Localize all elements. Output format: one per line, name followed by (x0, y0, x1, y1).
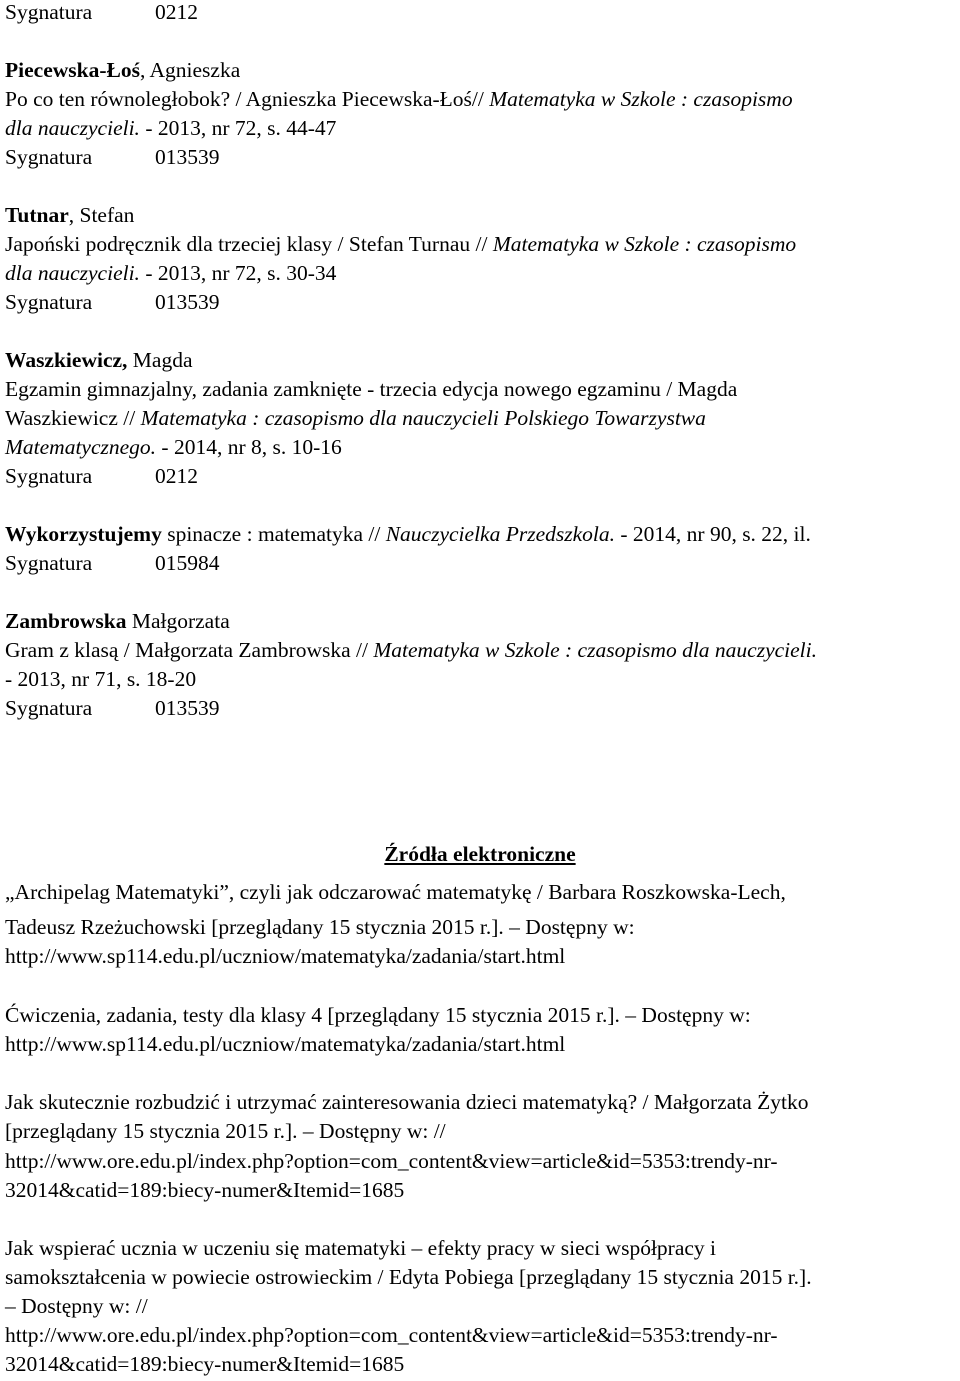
signature-line (5, 698, 220, 720)
journal-title: Matematyka w Szkole : czasopismo (492, 232, 797, 256)
author-surname: Waszkiewicz, (5, 348, 128, 372)
journal-title: Matematyka : czasopismo dla nauczycieli Polskiego Towarzystwa (140, 406, 706, 430)
source-line: – Dostępny w: // (5, 1294, 148, 1318)
entry-title-line (5, 408, 706, 430)
entry-author (5, 350, 193, 372)
signature-line (5, 147, 220, 169)
source-line: [przeglądany 15 stycznia 2015 r.]. – Dostępny w: // (5, 1119, 446, 1143)
source-url[interactable]: 32014&catid=189:biecy-numer&Itemid=1685 (5, 1352, 405, 1376)
journal-title: Matematyka w Szkole : czasopismo dla nauczycieli. (373, 638, 817, 662)
signature-value: 013539 (155, 290, 220, 314)
source-line: Jak skutecznie rozbudzić i utrzymać zainteresowania dzieci matematyką? / Małgorzata Żytko (5, 1090, 809, 1114)
author-name: Magda (127, 348, 193, 372)
journal-title: dla nauczycieli. (5, 261, 140, 285)
signature-label: Sygnatura (5, 290, 93, 314)
signature-line (5, 466, 198, 488)
signature-label: Sygnatura (5, 696, 93, 720)
signature-value: 0212 (155, 0, 198, 24)
entry-details: - 2013, nr 72, s. 30-34 (139, 261, 337, 285)
entry-title: Gram z klasą / Małgorzata Zambrowska // (5, 638, 374, 662)
entry-details: - 2014, nr 90, s. 22, il. (615, 522, 811, 546)
journal-title: Matematycznego. (5, 435, 157, 459)
signature-value: 013539 (155, 696, 220, 720)
source-url[interactable]: http://www.ore.edu.pl/index.php?option=com_content&view=article&id=5353:trendy-nr- (5, 1149, 778, 1173)
journal-title: dla nauczycieli. (5, 116, 140, 140)
entry-title-line (5, 89, 793, 111)
author-name: , Agnieszka (139, 58, 241, 82)
source-url[interactable]: http://www.sp114.edu.pl/uczniow/matematyka/zadania/start.html (5, 944, 566, 968)
entry-title-line (5, 640, 817, 662)
signature-line (5, 2, 198, 24)
signature-value: 0212 (155, 464, 198, 488)
section-heading: Źródła elektroniczne (384, 842, 576, 866)
signature-label: Sygnatura (5, 464, 93, 488)
source-url[interactable]: http://www.sp114.edu.pl/uczniow/matematyka/zadania/start.html (5, 1032, 566, 1056)
signature-value: 015984 (155, 551, 220, 575)
entry-title-line (5, 669, 196, 691)
signature-line (5, 553, 220, 575)
source-line: Jak wspierać ucznia w uczeniu się matematyki – efekty pracy w sieci współpracy i (5, 1236, 717, 1260)
source-line: „Archipelag Matematyki”, czyli jak odczarować matematykę / Barbara Roszkowska-Lech, (5, 880, 786, 904)
entry-title-line (5, 437, 342, 459)
entry-title-line (5, 379, 737, 401)
author-surname: Piecewska-Łoś (5, 58, 140, 82)
entry-title: Waszkiewicz // (5, 406, 141, 430)
source-url[interactable]: 32014&catid=189:biecy-numer&Itemid=1685 (5, 1178, 405, 1202)
entry-title-line (5, 234, 796, 256)
journal-title: Nauczycielka Przedszkola. (385, 522, 615, 546)
source-line: Tadeusz Rzeżuchowski [przeglądany 15 stycznia 2015 r.]. – Dostępny w: (5, 915, 635, 939)
entry-author (5, 205, 134, 227)
signature-label: Sygnatura (5, 551, 93, 575)
source-url[interactable]: http://www.ore.edu.pl/index.php?option=com_content&view=article&id=5353:trendy-nr- (5, 1323, 778, 1347)
source-line: samokształcenia w powiecie ostrowieckim / Edyta Pobiega [przeglądany 15 stycznia 2015 r.]. (5, 1265, 812, 1289)
source-line: Ćwiczenia, zadania, testy dla klasy 4 [przeglądany 15 stycznia 2015 r.]. – Dostępny w: (5, 1003, 751, 1027)
entry-details: - 2013, nr 71, s. 18-20 (5, 667, 197, 691)
entry-title: spinacze : matematyka // (161, 522, 386, 546)
entry-title-line (5, 118, 336, 140)
journal-title: Matematyka w Szkole : czasopismo (489, 87, 793, 111)
entry-details: - 2014, nr 8, s. 10-16 (156, 435, 342, 459)
entry-title-line (5, 263, 336, 285)
entry-title: Po co ten równoległobok? / Agnieszka Piecewska-Łoś// (5, 87, 490, 111)
author-name: Małgorzata (126, 609, 230, 633)
entry-lead-word: Wykorzystujemy (5, 522, 162, 546)
author-name: , Stefan (68, 203, 135, 227)
signature-line (5, 292, 220, 314)
entry-details: - 2013, nr 72, s. 44-47 (139, 116, 337, 140)
entry-title: Egzamin gimnazjalny, zadania zamknięte - trzecia edycja nowego egzaminu / Magda (5, 377, 738, 401)
entry-author (5, 611, 230, 633)
signature-value: 013539 (155, 145, 220, 169)
author-surname: Zambrowska (5, 609, 127, 633)
entry-title: Japoński podręcznik dla trzeciej klasy / Stefan Turnau // (5, 232, 493, 256)
signature-label: Sygnatura (5, 145, 93, 169)
entry-author (5, 60, 240, 82)
signature-label: Sygnatura (5, 0, 93, 24)
entry-title-line (5, 524, 811, 546)
author-surname: Tutnar (5, 203, 69, 227)
